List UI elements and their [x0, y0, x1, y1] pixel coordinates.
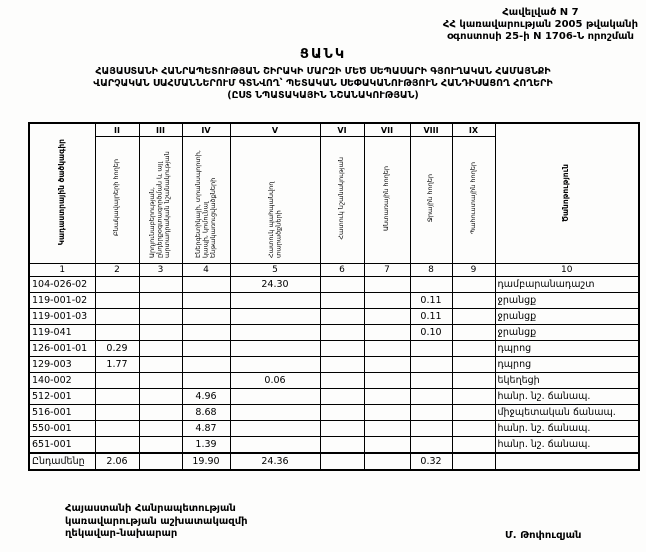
table-cell — [452, 389, 495, 405]
table-cell: 0.32 — [410, 453, 452, 470]
table-cell — [139, 373, 182, 389]
table-cell: դամբարանադաշտ — [495, 277, 639, 293]
column-number-row — [29, 264, 639, 277]
document-subtitle-line3: (ԸՍՏ ՆՊԱՏԱԿԱՅԻՆ ՆՇԱՆԱԿՈՒԹՅԱՆ) — [227, 89, 419, 101]
table-cell — [95, 437, 139, 454]
header-protected-lands-label: Հատուկ պահպանվող տարածքների — [266, 181, 282, 258]
table-cell — [364, 357, 410, 373]
table-cell: 129-003 — [29, 357, 95, 373]
table-cell: հանր. նշ. ճանապ. — [495, 437, 639, 454]
table-cell — [230, 389, 320, 405]
table-cell — [182, 277, 230, 293]
table-row — [29, 373, 639, 389]
table-cell — [452, 293, 495, 309]
table-cell — [452, 277, 495, 293]
table-cell: 4.96 — [182, 389, 230, 405]
table-cell: 0.11 — [410, 293, 452, 309]
table-cell: 24.30 — [230, 277, 320, 293]
document-subtitle-line1: ՀԱՅԱՍՏԱՆԻ ՀԱՆՐԱՊԵՏՈՒԹՅԱՆ ՇԻՐԱԿԻ ՄԱՐԶԻ ՄԵԾ ՍԵՊԱՍԱՐԻ ԳՅՈՒՂԱԿԱՆ ՀԱՄԱՅՆՔԻ — [95, 66, 551, 77]
table-cell — [182, 325, 230, 341]
header-cadastral-code-label: Կադաստրային ծածկագիր — [56, 139, 66, 246]
table-cell — [452, 437, 495, 454]
column-number: 3 — [139, 264, 182, 277]
table-row — [29, 437, 639, 454]
table-cell — [452, 421, 495, 437]
table-body — [29, 277, 639, 471]
roman-numeral: VI — [320, 123, 364, 137]
table-cell: ջրանցք — [495, 293, 639, 309]
table-cell — [320, 453, 364, 470]
table-cell — [410, 405, 452, 421]
table-cell — [95, 389, 139, 405]
table-cell — [452, 373, 495, 389]
column-number: 7 — [364, 264, 410, 277]
column-number: 4 — [182, 264, 230, 277]
table-cell: 19.90 — [182, 453, 230, 470]
table-cell: 8.68 — [182, 405, 230, 421]
table-cell — [95, 405, 139, 421]
table-cell — [364, 453, 410, 470]
table-cell — [139, 325, 182, 341]
table-cell: 2.06 — [95, 453, 139, 470]
table-cell — [95, 325, 139, 341]
table-cell: 550-001 — [29, 421, 95, 437]
table-cell — [139, 389, 182, 405]
table-cell — [95, 309, 139, 325]
table-cell — [410, 421, 452, 437]
table-cell — [320, 389, 364, 405]
appendix-reference — [443, 7, 638, 43]
table-cell — [364, 293, 410, 309]
table-cell: ջրանցք — [495, 325, 639, 341]
header-forest-lands — [364, 137, 410, 264]
appendix-line1: Հավելված N 7 — [502, 7, 579, 18]
column-number: 2 — [95, 264, 139, 277]
table-cell — [320, 405, 364, 421]
table-cell: 4.87 — [182, 421, 230, 437]
table-row — [29, 405, 639, 421]
table-cell: 1.39 — [182, 437, 230, 454]
roman-numeral: V — [230, 123, 320, 137]
header-special-purpose-lands — [320, 137, 364, 264]
header-reserve-lands-label: Պահուստային հողեր — [468, 161, 477, 235]
table-cell — [452, 325, 495, 341]
appendix-line3: օգոստոսի 25-ի N 1706-Ն որոշման — [446, 31, 634, 42]
table-cell — [452, 309, 495, 325]
table-cell — [182, 341, 230, 357]
table-cell — [364, 421, 410, 437]
signatory-title-line2: կառավարության աշխատակազմի — [65, 515, 248, 527]
table-cell — [230, 341, 320, 357]
roman-numeral: VIII — [410, 123, 452, 137]
table-cell — [230, 437, 320, 454]
table-cell — [452, 453, 495, 470]
table-cell — [320, 357, 364, 373]
table-cell — [320, 309, 364, 325]
table-cell — [410, 357, 452, 373]
column-number: 9 — [452, 264, 495, 277]
column-number: 10 — [495, 264, 639, 277]
table-cell — [495, 453, 639, 470]
table-cell: դպրոց — [495, 357, 639, 373]
table-cell: 0.11 — [410, 309, 452, 325]
table-cell — [320, 373, 364, 389]
signatory-title-line3: ղեկավար-նախարար — [65, 528, 178, 539]
table-cell — [139, 357, 182, 373]
column-number: 6 — [320, 264, 364, 277]
header-reserve-lands — [452, 137, 495, 264]
table-cell: 0.06 — [230, 373, 320, 389]
signatory-title-block — [65, 503, 248, 541]
table-cell — [320, 421, 364, 437]
table-cell: 0.29 — [95, 341, 139, 357]
column-number: 1 — [29, 264, 95, 277]
table-cell: 104-026-02 — [29, 277, 95, 293]
table-cell — [410, 437, 452, 454]
table-cell — [139, 421, 182, 437]
roman-numeral: IX — [452, 123, 495, 137]
table-cell: 140-002 — [29, 373, 95, 389]
roman-numeral-row — [29, 123, 639, 137]
header-industrial-lands — [139, 137, 182, 264]
table-cell — [95, 293, 139, 309]
table-cell — [182, 357, 230, 373]
roman-numeral: VII — [364, 123, 410, 137]
table-cell: հանր. նշ. ճանապ. — [495, 389, 639, 405]
table-cell — [139, 293, 182, 309]
table-cell: 0.10 — [410, 325, 452, 341]
table-cell — [182, 293, 230, 309]
table-cell — [364, 277, 410, 293]
table-cell — [230, 421, 320, 437]
table-cell — [139, 437, 182, 454]
header-energy-transport-lands-label: Էներգետիկայի, տրանսպորտի, կապի, կոմունալ ենթակառուցվածքների — [193, 150, 217, 258]
table-cell — [230, 293, 320, 309]
table-cell — [364, 325, 410, 341]
header-water-lands — [410, 137, 452, 264]
table-row — [29, 341, 639, 357]
table-cell — [139, 405, 182, 421]
signatory-name: Մ. Թոփուզյան — [505, 530, 582, 541]
header-cadastral-code — [29, 123, 95, 264]
table-cell — [364, 309, 410, 325]
table-cell: 512-001 — [29, 389, 95, 405]
table-cell — [230, 309, 320, 325]
table-cell — [364, 373, 410, 389]
table-cell — [139, 277, 182, 293]
table-cell: 119-041 — [29, 325, 95, 341]
total-row — [29, 453, 639, 470]
table-cell — [320, 341, 364, 357]
roman-numeral: IV — [182, 123, 230, 137]
table-cell — [230, 357, 320, 373]
table-cell: միջպետական ճանապ. — [495, 405, 639, 421]
table-cell — [410, 341, 452, 357]
table-cell — [452, 357, 495, 373]
table-cell — [452, 405, 495, 421]
table-cell — [410, 389, 452, 405]
table-cell — [182, 309, 230, 325]
table-cell — [95, 277, 139, 293]
table-cell — [139, 453, 182, 470]
table-row — [29, 325, 639, 341]
table-cell: 119-001-02 — [29, 293, 95, 309]
header-water-lands-label: Ջրային հողեր — [426, 173, 435, 223]
signatory-title-line1: Հայաստանի Հանրապետության — [65, 503, 236, 514]
table-row — [29, 277, 639, 293]
table-cell — [139, 341, 182, 357]
table-cell — [230, 325, 320, 341]
table-cell — [452, 341, 495, 357]
table-cell — [95, 373, 139, 389]
table-cell — [139, 309, 182, 325]
table-cell — [410, 373, 452, 389]
land-parcels-table — [28, 122, 640, 471]
table-row — [29, 309, 639, 325]
table-cell — [230, 405, 320, 421]
table-cell — [320, 325, 364, 341]
table-cell: 516-001 — [29, 405, 95, 421]
table-row — [29, 293, 639, 309]
column-number: 5 — [230, 264, 320, 277]
table-cell — [364, 405, 410, 421]
table-cell: 1.77 — [95, 357, 139, 373]
document-title: ՑԱՆԿ — [299, 47, 347, 62]
table-cell: հանր. նշ. ճանապ. — [495, 421, 639, 437]
table-row — [29, 421, 639, 437]
document-subtitle-line2: ՎԱՐՉԱԿԱՆ ՍԱՀՄԱՆՆԵՐՈՒՄ ԳՏՆՎՈՂ՝ ՊԵՏԱԿԱՆ ՍԵՓԱԿԱՆՈՒԹՅՈՒՆ ՀԱՆԴԻՍԱՑՈՂ ՀՈՂԵՐԻ — [93, 77, 553, 89]
table-cell — [364, 389, 410, 405]
table-cell: Ընդամենը — [29, 453, 95, 470]
header-note-label: Ծանոթություն — [561, 163, 571, 222]
table-cell: 24.36 — [230, 453, 320, 470]
table-cell — [364, 341, 410, 357]
column-number: 8 — [410, 264, 452, 277]
table-row — [29, 389, 639, 405]
header-note — [495, 123, 639, 264]
table-cell: 126-001-01 — [29, 341, 95, 357]
table-cell — [320, 277, 364, 293]
table-cell — [320, 437, 364, 454]
header-forest-lands-label: Անտառային հողեր — [382, 165, 391, 231]
table-cell: եկեղեցի — [495, 373, 639, 389]
header-settlement-lands — [95, 137, 139, 264]
header-energy-transport-lands — [182, 137, 230, 264]
roman-numeral: II — [95, 123, 139, 137]
table-cell: դպրոց — [495, 341, 639, 357]
table-cell — [95, 421, 139, 437]
table-cell: 119-001-03 — [29, 309, 95, 325]
header-special-purpose-lands-label: Հատուկ նշանակության — [337, 156, 346, 240]
header-protected-lands — [230, 137, 320, 264]
table-cell — [364, 437, 410, 454]
table-row — [29, 357, 639, 373]
table-cell — [320, 293, 364, 309]
table-cell — [182, 373, 230, 389]
table-cell: 651-001 — [29, 437, 95, 454]
table-cell — [410, 277, 452, 293]
table-cell: ջրանցք — [495, 309, 639, 325]
header-industrial-lands-label: Արդյունաբերության, ընդերքօգտագործման և այլ արտադրական նշանակության — [148, 151, 172, 258]
header-settlement-lands-label: Բնակավայրերի հողեր — [112, 159, 121, 237]
document-header — [0, 47, 646, 102]
appendix-line2: ՀՀ կառավարության 2005 թվականի — [442, 19, 638, 30]
roman-numeral: III — [139, 123, 182, 137]
